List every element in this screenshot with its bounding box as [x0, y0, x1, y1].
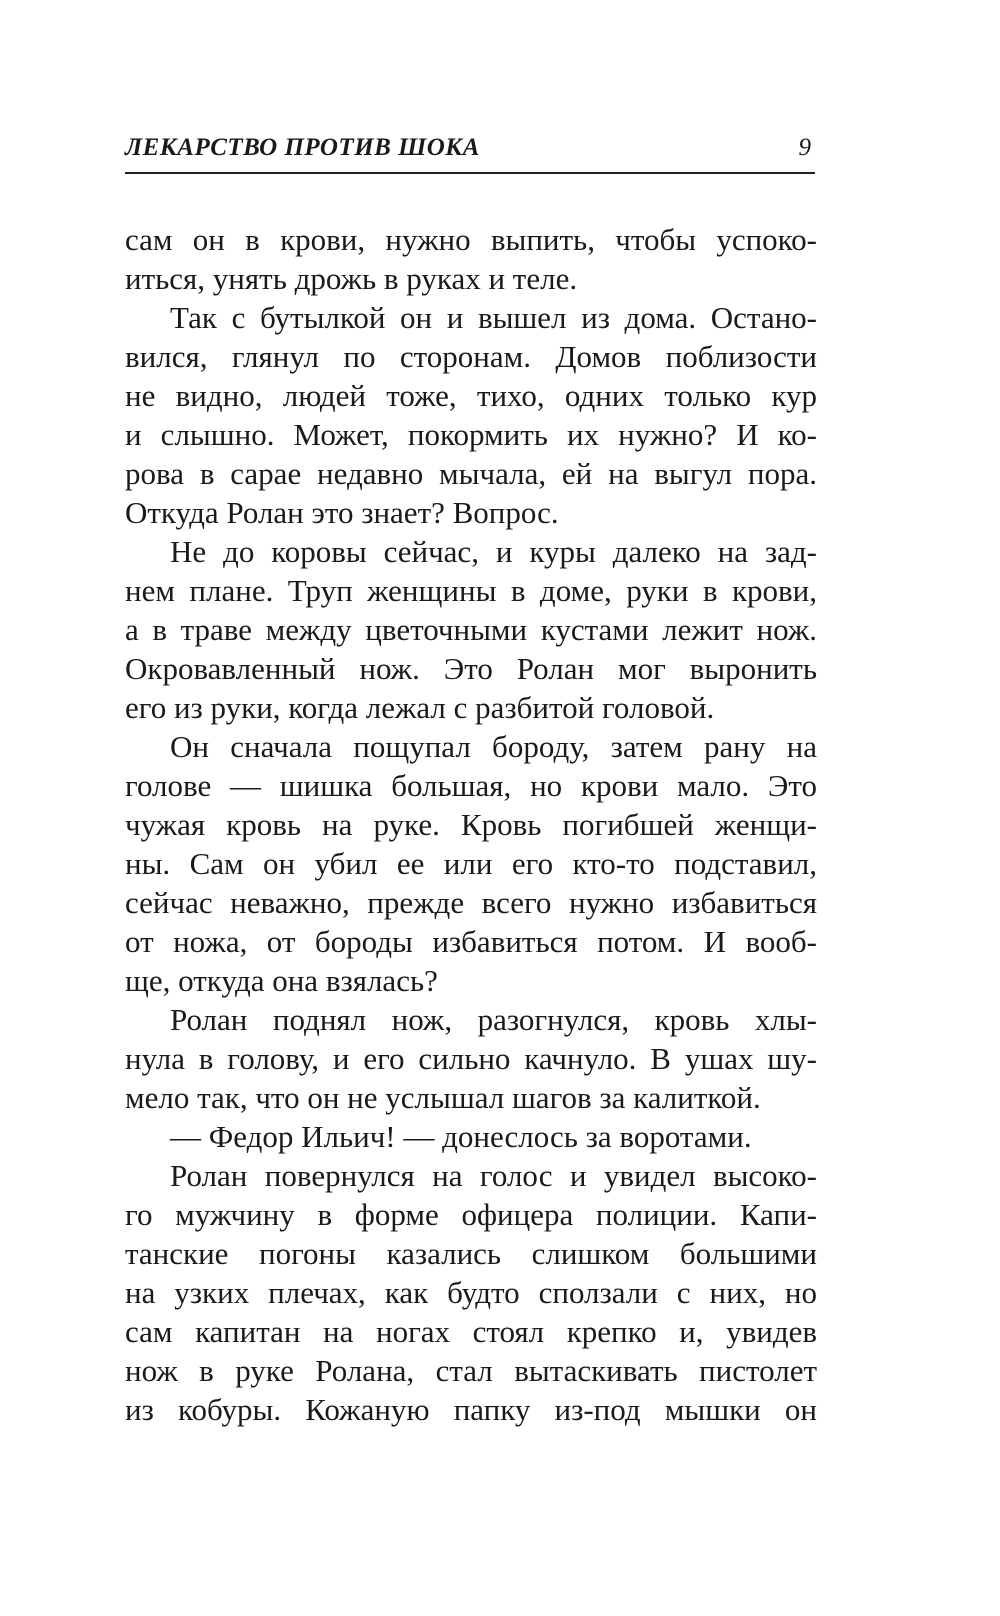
page-number: 9 — [798, 134, 811, 161]
text-line: от ножа, от бороды избавиться потом. И вооб- — [125, 924, 817, 959]
text-line: Ролан повернулся на голос и увидел высоко- — [170, 1158, 817, 1193]
page-header — [125, 128, 815, 174]
text-line: Так с бутылкой он и вышел из дома. Остано- — [170, 300, 817, 335]
text-line: танские погоны казались слишком большими — [125, 1236, 817, 1271]
text-line: Он сначала пощупал бороду, затем рану на — [170, 729, 817, 764]
text-line: из кобуры. Кожаную папку из-под мышки он — [125, 1392, 817, 1427]
running-title: ЛЕКАРСТВО ПРОТИВ ШОКА — [125, 134, 480, 161]
text-line: на узких плечах, как будто сползали с них, но — [125, 1275, 817, 1310]
text-line: Откуда Ролан это знает? Вопрос. — [125, 495, 559, 530]
text-line: а в траве между цветочными кустами лежит нож. — [125, 612, 817, 647]
text-line: Ролан поднял нож, разогнулся, кровь хлы- — [170, 1002, 817, 1037]
text-line: его из руки, когда лежал с разбитой головой. — [125, 690, 715, 725]
text-line: Окровавленный нож. Это Ролан мог выронить — [125, 651, 817, 686]
text-line: нож в руке Ролана, стал вытаскивать пистолет — [125, 1353, 817, 1388]
text-line: Не до коровы сейчас, и куры далеко на зад- — [170, 534, 817, 569]
text-line: голове — шишка большая, но крови мало. Это — [125, 768, 817, 803]
text-line: ще, откуда она взялась? — [125, 963, 438, 998]
text-line: го мужчину в форме офицера полиции. Капи- — [125, 1197, 817, 1232]
text-line: и слышно. Может, покормить их нужно? И ко- — [125, 417, 817, 452]
text-line: сам он в крови, нужно выпить, чтобы успоко- — [125, 222, 817, 257]
text-line: нем плане. Труп женщины в доме, руки в крови, — [125, 573, 817, 608]
text-line: мело так, что он не услышал шагов за калиткой. — [125, 1080, 761, 1115]
text-line: не видно, людей тоже, тихо, одних только кур — [125, 378, 817, 413]
text-line: нула в голову, и его сильно качнуло. В ушах шу- — [125, 1041, 817, 1076]
text-line: сам капитан на ногах стоял крепко и, увидев — [125, 1314, 817, 1349]
text-line: чужая кровь на руке. Кровь погибшей женщи- — [125, 807, 817, 842]
text-line: иться, унять дрожь в руках и теле. — [125, 261, 578, 296]
text-line: ны. Сам он убил ее или его кто-то подставил, — [125, 846, 817, 881]
body-text — [125, 220, 817, 1429]
text-line: — Федор Ильич! — донеслось за воротами. — [170, 1119, 752, 1154]
text-line: вился, глянул по сторонам. Домов поблизости — [125, 339, 817, 374]
text-line: сейчас неважно, прежде всего нужно избавиться — [125, 885, 817, 920]
text-line: рова в сарае недавно мычала, ей на выгул пора. — [125, 456, 817, 491]
